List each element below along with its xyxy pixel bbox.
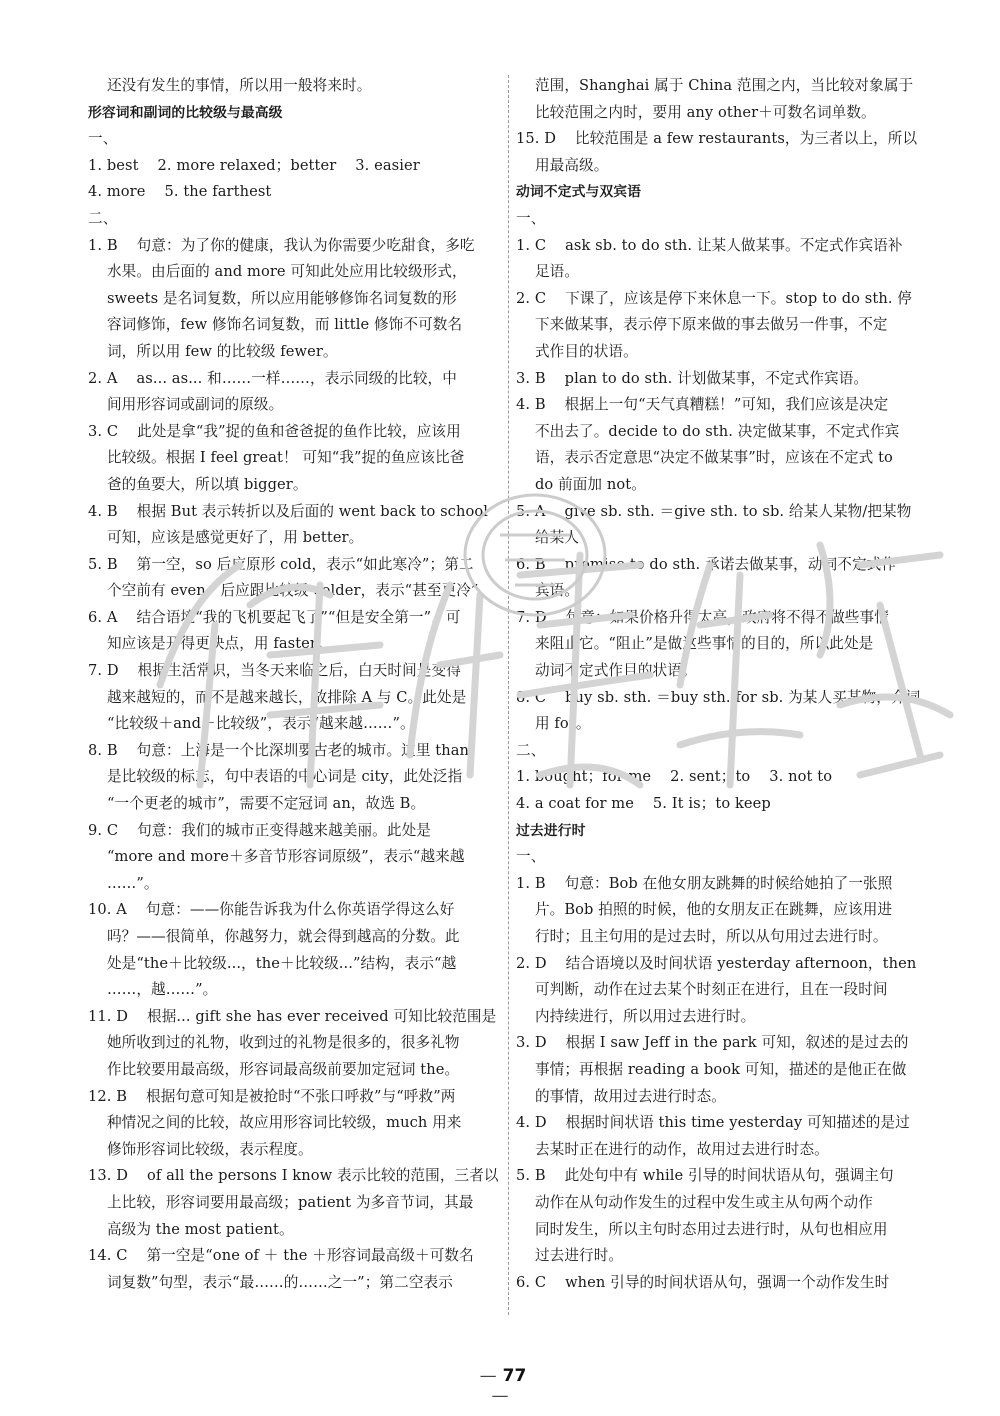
text-line: 6. A 结合语境“我的飞机要起飞了”“但是安全第一”，可 [88, 608, 461, 626]
text-line: 动词不定式作目的状语。 [516, 662, 697, 680]
text-line: 个空前有 even，后应跟比较级 colder，表示“甚至更冷”。 [88, 582, 494, 600]
text-line: “比较级＋and＋比较级”，表示“越来越……”。 [88, 715, 415, 733]
text-line: 一、 [516, 209, 546, 227]
text-line: 用 for。 [516, 715, 591, 733]
text-line: 越来越短的，而不是越来越长，故排除 A 与 C。此处是 [88, 688, 467, 706]
text-line: 1. best 2. more relaxed；better 3. easier [88, 156, 420, 174]
text-line: 二、 [516, 741, 546, 759]
text-line: 的事情，故用过去进行时态。 [516, 1087, 726, 1105]
text-line: 宾语。 [516, 582, 580, 600]
text-line: 1. C ask sb. to do sth. 让某人做某事。不定式作宾语补 [516, 236, 903, 254]
text-line: 5. A give sb. sth. ＝give sth. to sb. 给某人某物/把某物 [516, 502, 912, 520]
text-line: 还没有发生的事情，所以用一般将来时。 [88, 77, 372, 94]
text-line: 一、 [516, 848, 546, 866]
text-line: ……，越……”。 [88, 981, 218, 999]
text-line: 来阻止它。“阻止”是做这些事情的目的，所以此处是 [516, 635, 874, 653]
text-line: 吗？——很简单，你越努力，就会得到越高的分数。此 [88, 928, 460, 945]
text-line: 2. D 结合语境以及时间状语 yesterday afternoon，then [516, 954, 917, 972]
text-line: 间用形容词或副词的原级。 [88, 396, 284, 414]
text-line: 用最高级。 [516, 156, 609, 174]
text-line: 去某时正在进行的动作，故用过去进行时态。 [516, 1140, 829, 1158]
text-line: 片。Bob 拍照的时候，他的女朋友正在跳舞，应该用进 [516, 901, 893, 919]
text-line: 给某人 [516, 529, 580, 547]
text-line: 5. B 第一空，so 后应原形 cold，表示“如此寒冷”；第二 [88, 555, 474, 573]
text-line: 上比较，形容词要用最高级；patient 为多音节词，其最 [88, 1193, 474, 1211]
text-line: do 前面加 not。 [516, 475, 646, 493]
page-number: — 77— [479, 1366, 527, 1406]
text-line: 2. C 下课了，应该是停下来休息一下。stop to do sth. 停 [516, 289, 912, 307]
section-heading: 形容词和副词的比较级与最高级 [88, 104, 283, 121]
text-line: 4. B 根据上一句“天气真糟糕！”可知，我们应该是决定 [516, 396, 889, 414]
text-line: 种情况之间的比较，故应用形容词比较级，much 用来 [88, 1114, 462, 1132]
text-line: 14. C 第一空是“one of ＋ the ＋形容词最高级＋可数名 [88, 1247, 474, 1265]
text-line: 下来做某事，表示停下原来做的事去做另一件事，不定 [516, 316, 888, 334]
text-line: 水果。由后面的 and more 可知此处应用比较级形式， [88, 263, 467, 281]
text-line: 爸的鱼要大，所以填 bigger。 [88, 475, 308, 493]
text-line: 处是“the＋比较级...，the＋比较级...”结构，表示“越 [88, 954, 457, 972]
text-line: 可判断，动作在过去某个时刻正在进行，且在一段时间 [516, 981, 888, 999]
section-heading: 动词不定式与双宾语 [516, 184, 642, 201]
text-line: 7. D 句意：如果价格升得太高，政府将不得不做些事情 [516, 608, 889, 626]
text-line: 范围，Shanghai 属于 China 范围之内，当比较对象属于 [516, 77, 914, 94]
text-line: “more and more＋多音节形容词原级”，表示“越来越 [88, 848, 465, 866]
text-line: 13. D of all the persons I know 表示比较的范围，三者以 [88, 1167, 499, 1185]
text-line: 3. C 此处是拿“我”捉的鱼和爸爸捉的鱼作比较，应该用 [88, 422, 461, 440]
text-line: 不出去了。decide to do sth. 决定做某事，不定式作宾 [516, 422, 900, 440]
text-line: 1. B 句意：Bob 在他女朋友跳舞的时候给她拍了一张照 [516, 874, 893, 892]
text-line: 6. B promise to do sth. 承诺去做某事，动词不定式作 [516, 555, 897, 573]
text-line: 2. A as... as... 和……一样……，表示同级的比较，中 [88, 369, 457, 387]
text-line: 知应该是开得更快点，用 faster。 [88, 635, 332, 653]
text-line: 比较范围之内时，要用 any other＋可数名词单数。 [516, 103, 876, 121]
text-line: 是比较级的标志，句中表语的中心词是 city，此处泛指 [88, 768, 463, 786]
text-line: 过去进行时。 [516, 1247, 624, 1265]
text-line: 4. a coat for me 5. It is；to keep [516, 795, 771, 813]
text-line: 3. D 根据 I saw Jeff in the park 可知，叙述的是过去的 [516, 1034, 909, 1052]
text-line: 事情；再根据 reading a book 可知，描述的是他正在做 [516, 1060, 907, 1078]
text-line: 二、 [88, 209, 118, 227]
section-heading: 过去进行时 [516, 822, 586, 839]
text-line: “一个更老的城市”，需要不定冠词 an，故选 B。 [88, 795, 426, 813]
text-line: 一、 [88, 130, 118, 148]
text-line: 3. B plan to do sth. 计划做某事，不定式作宾语。 [516, 369, 869, 387]
text-line: 1. bought；for me 2. sent；to 3. not to [516, 768, 833, 786]
text-line: 7. D 根据生活常识，当冬天来临之后，白天时间是变得 [88, 662, 461, 680]
left-column [88, 73, 500, 1296]
text-line: 行时；且主句用的是过去时，所以从句用过去进行时。 [516, 928, 888, 945]
text-line: 容词修饰，few 修饰名词复数，而 little 修饰不可数名 [88, 316, 463, 334]
text-line: 语，表示否定意思“决定不做某事”时，应该在不定式 to [516, 449, 893, 467]
text-line: 4. D 根据时间状语 this time yesterday 可知描述的是过 [516, 1114, 910, 1132]
text-line: 11. D 根据... gift she has ever received 可知比较范围是 [88, 1007, 497, 1025]
text-line: 词，所以用 few 的比较级 fewer。 [88, 342, 338, 360]
text-line: 6. C when 引导的时间状语从句，强调一个动作发生时 [516, 1273, 890, 1291]
text-line: 15. D 比较范围是 a few restaurants，为三者以上，所以 [516, 130, 918, 148]
text-line: 可知，应该是感觉更好了，用 better。 [88, 529, 364, 547]
text-line: 修饰形容词比较级，表示程度。 [88, 1140, 313, 1158]
text-line: 1. B 句意：为了你的健康，我认为你需要少吃甜食，多吃 [88, 236, 475, 254]
text-line: 式作目的状语。 [516, 342, 638, 360]
text-line: 同时发生，所以主句时态用过去进行时，从句也相应用 [516, 1220, 888, 1238]
text-line: 足语。 [516, 263, 580, 281]
text-line: 4. more 5. the farthest [88, 183, 272, 201]
column-divider [508, 75, 509, 1315]
text-line: 8. B 句意：上海是一个比深圳要古老的城市。这里 than [88, 741, 470, 759]
text-line: 12. B 根据句意可知是被抢时“不张口呼救”与“呼救”两 [88, 1087, 456, 1105]
text-line: 高级为 the most patient。 [88, 1220, 294, 1238]
text-line: 8. C buy sb. sth. ＝buy sth. for sb. 为某人买某物，介词 [516, 688, 921, 706]
text-line: sweets 是名词复数，所以应用能够修饰名词复数的形 [88, 289, 457, 307]
text-line: 内持续进行，所以用过去进行时。 [516, 1007, 756, 1025]
text-line: 词复数”句型，表示“最……的……之一”；第二空表示 [88, 1273, 453, 1291]
text-line: 动作在从句动作发生的过程中发生或主从句两个动作 [516, 1193, 873, 1211]
text-line: 作比较要用最高级，形容词最高级前要加定冠词 the。 [88, 1060, 460, 1078]
text-line: 9. C 句意：我们的城市正变得越来越美丽。此处是 [88, 821, 431, 839]
text-line: 10. A 句意：——你能告诉我为什么你英语学得这么好 [88, 901, 455, 919]
text-line: ……”。 [88, 874, 159, 892]
text-line: 4. B 根据 But 表示转折以及后面的 went back to school [88, 502, 488, 520]
text-line: 比较级。根据 I feel great！ 可知“我”捉的鱼应该比爸 [88, 449, 465, 467]
text-line: 她所收到过的礼物，收到过的礼物是很多的，很多礼物 [88, 1034, 460, 1052]
right-column [516, 73, 926, 1296]
text-line: 5. B 此处句中有 while 引导的时间状语从句，强调主句 [516, 1167, 894, 1185]
